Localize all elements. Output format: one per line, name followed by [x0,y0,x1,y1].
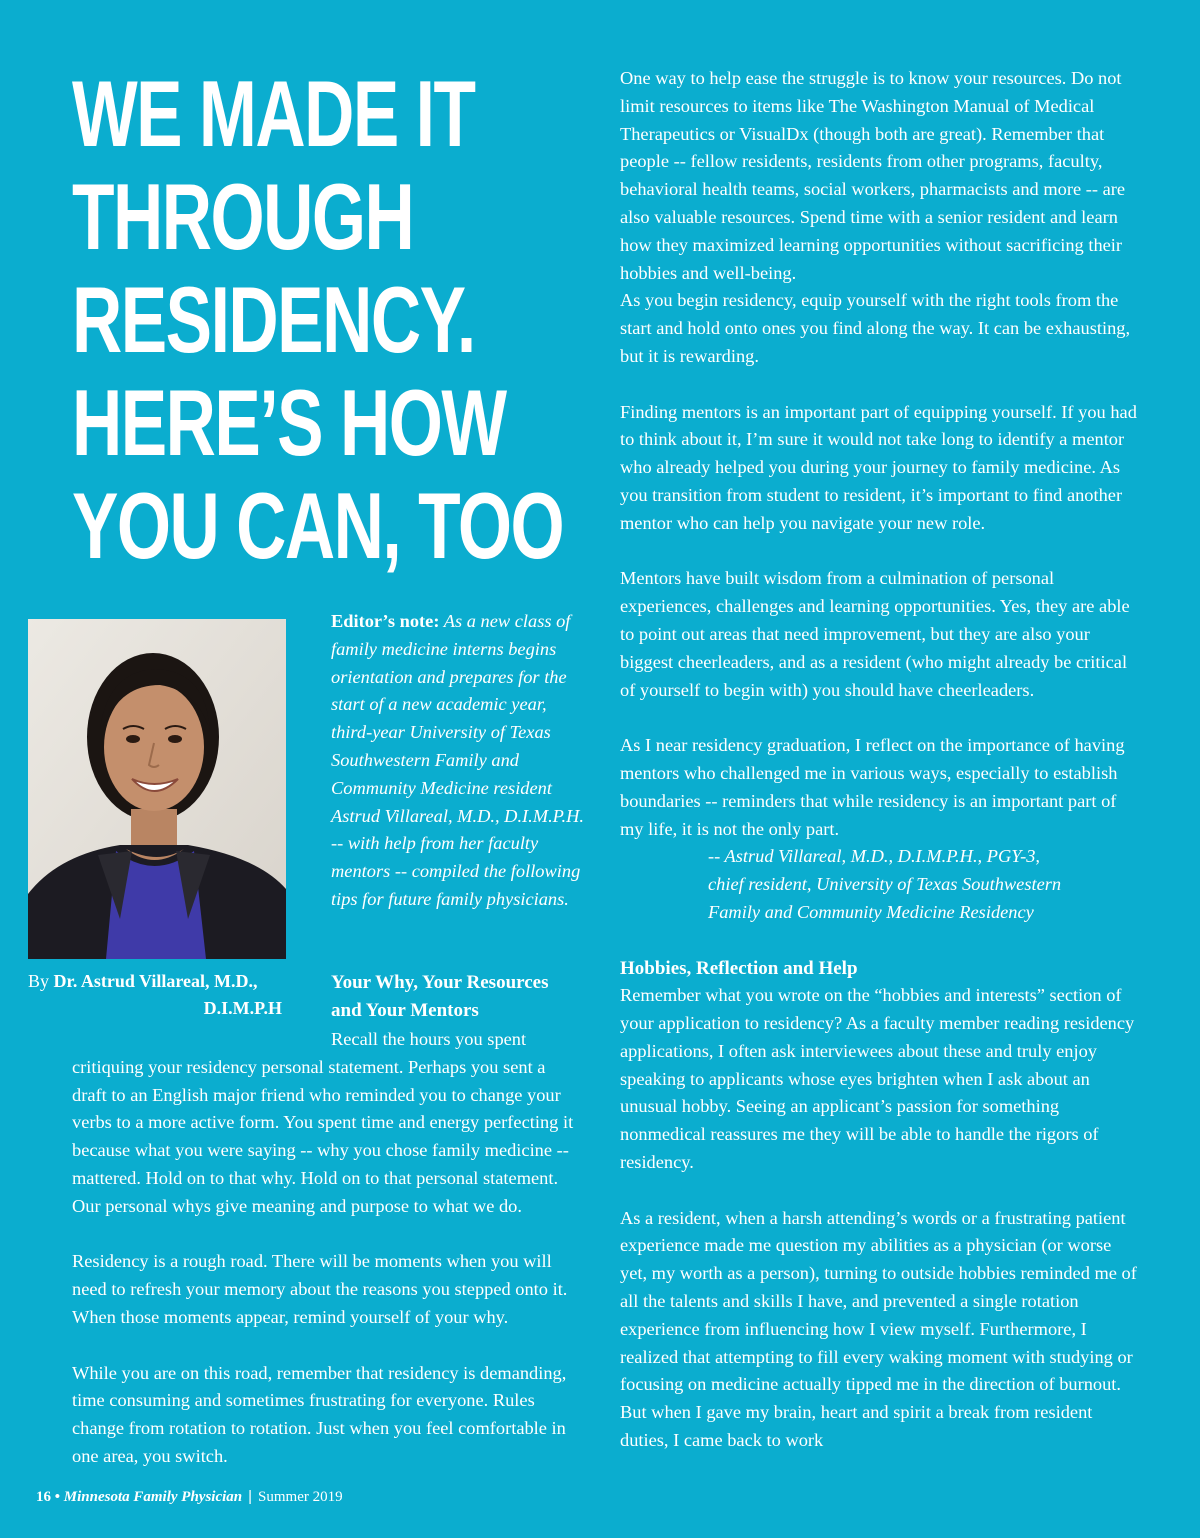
left-column-body [72,1026,577,1499]
author-photo [28,619,286,959]
body-paragraph: One way to help ease the struggle is to know your resources. Do not limit resources to items like The Washington Manual of Medical Therapeutics or VisualDx (though both are great). Remember that people -- fellow residents, residents from other programs, faculty, behavioral health teams, social workers, pharmacists and more -- are also valuable resources. Spend time with a senior resident and learn how they maximized learning opportunities without sacrificing their hobbies and well-being. [620,68,1126,283]
body-paragraph: As a resident, when a harsh attending’s words or a frustrating patient experience made me question my abilities as a physician (or worse yet, my worth as a person), turning to outside hobbies reminded me of all the talents and skills I have, and prevented a single rotation experience from influencing how I view myself. Furthermore, I realized that attempting to fill every waking moment with studying or focusing on medicine actually tipped me in the direction of burnout. But when I gave my brain, heart and spirit a break from resident duties, I came back to work [620,1207,1137,1451]
signature-line: chief resident, University of Texas Southwestern [708,874,1062,895]
editor-note [331,608,589,914]
body-paragraph: As I near residency graduation, I reflect on the importance of having mentors who challenged me in various ways, especially to establish boundaries -- reminders that while residency is an important part of my life, it is not the only part. [620,735,1125,839]
section-heading-line: and Your Mentors [331,1000,479,1021]
byline-prefix: By [28,971,50,991]
signature-line: -- Astrud Villareal, M.D., D.I.M.P.H., PGY-3, [708,846,1041,867]
byline-credentials: D.I.M.P.H [203,998,282,1018]
byline-name: Dr. Astrud Villareal, M.D., [53,971,258,991]
headline-line: THROUGH [72,164,414,269]
page-number: 16 [36,1489,51,1505]
footer-divider: | [248,1488,253,1505]
editor-note-text: As a new class of family medicine interns begins orientation and prepares for the start of a new academic year, third-year University of Texas Southwestern Family and Community Medicine resident Astrud Villareal, M.D., D.I.M.P.H. -- with help from her faculty mentors -- compiled the following tips for future family physicians. [331,611,585,909]
body-paragraph: While you are on this road, remember that residency is demanding, time consuming and sometimes frustrating for everyone. Rules change from rotation to rotation. Just when you feel comfortable in one area, you switch. [72,1362,567,1466]
section-heading: Hobbies, Reflection and Help [620,957,858,979]
body-paragraph: As you begin residency, equip yourself with the right tools from the start and hold onto ones you find along the way. It can be exhausting, but it is rewarding. [620,290,1131,366]
right-column-body [620,65,1140,1483]
section-heading-line: Your Why, Your Resources [331,972,549,993]
author-byline [28,968,282,1022]
publication-name: Minnesota Family Physician [63,1489,243,1505]
page-footer [36,1486,343,1508]
body-paragraph: Recall the hours you spent critiquing your residency personal statement. Perhaps you sent a draft to an English major friend who reminded you to change your verbs to a more active form. You spent time and energy perfecting it because what you were saying -- why you chose family medicine -- mattered. Hold on to that why. Hold on to that personal statement. Our personal whys give meaning and purpose to what we do. [72,1029,574,1216]
body-paragraph: Mentors have built wisdom from a culmination of personal experiences, challenges and learning opportunities. Yes, they are able to point out areas that need improvement, but they are also your biggest cheerleaders, and as a resident (who might already be critical of yourself to begin with) you should have cheerleaders. [620,568,1130,700]
section-heading [331,969,591,1025]
signature-line: Family and Community Medicine Residency [708,901,1034,922]
headline-line: RESIDENCY. [72,267,475,372]
headline-line: YOU CAN, TOO [72,473,564,578]
headline-line: WE MADE IT [72,61,475,166]
headline-line: HERE’S HOW [72,370,506,475]
footer-bullet: • [54,1489,61,1505]
body-paragraph: Remember what you wrote on the “hobbies and interests” section of your application to residency? As a faculty member reading residency applications, I often ask interviewees about these and truly enjoy speaking to applicants whose eyes brighten when I ask about an unusual hobby. Seeing an applicant’s passion for something nonmedical reassures me they will be able to handle the rigors of residency. [620,985,1135,1173]
body-paragraph: Residency is a rough road. There will be moments when you will need to refresh your memory about the reasons you stepped onto it. When those moments appear, remind yourself of your why. [72,1251,568,1327]
issue-date: Summer 2019 [258,1489,343,1505]
article-headline [72,61,564,578]
portrait-image [28,619,286,959]
body-paragraph: Finding mentors is an important part of equipping yourself. If you had to think about it, I’m sure it would not take long to identify a mentor who already helped you during your journey to family medicine. As you transition from student to resident, it’s important to find another mentor who can help you navigate your new role. [620,401,1137,533]
editor-note-label: Editor’s note: [331,611,440,631]
author-signature [620,843,1140,926]
